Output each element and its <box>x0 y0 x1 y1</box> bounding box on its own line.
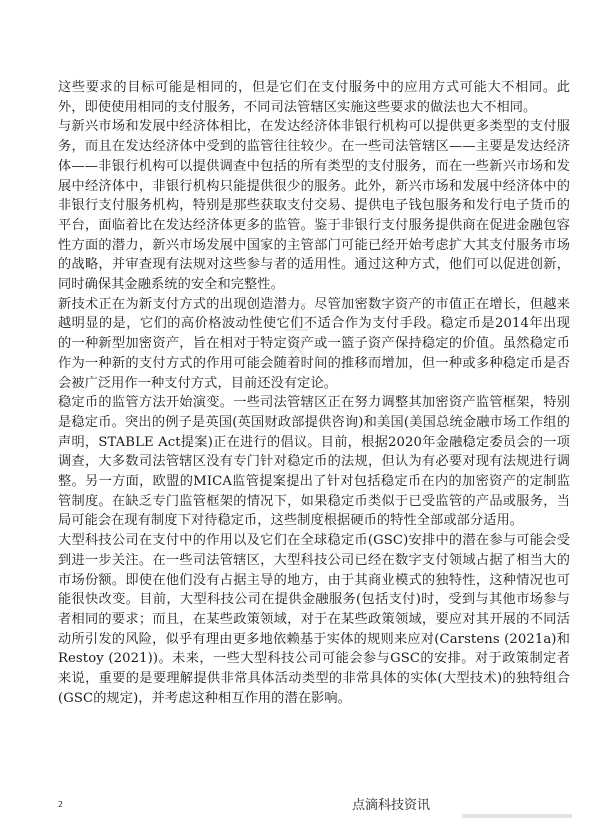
paragraph-payment-requirements: 这些要求的目标可能是相同的，但是它们在支付服务中的应用方式可能大不相同。此外，即使使用相同的支付服务，不同司法管辖区实施这些要求的做法也大不相同。 <box>58 80 570 115</box>
paragraph-bigtech-role: 大型科技公司在支付中的作用以及它们在全球稳定币(GSC)安排中的潜在参与可能会受到进一步关注。在一些司法管辖区，大型科技公司已经在数字支付领域占据了相当大的市场份额。即使在他们没有占据主导的地方，由于其商业模式的独特性，这种情况也可能很快改变。目前，大型科技公司在提供金融服务(包括支付)时，受到与其他市场参与者相同的要求；而且，在某些政策领域，对于在某些政策领域，要应对其开展的不同活动所引发的风险，似乎有理由更多地依赖基于实体的规则来应对(Carstens (2021a)和Restoy (2021))。未来，一些大型科技公司可能会参与GSC的安排。对于政策制定者来说，重要的是要理解提供非常具体活动类型的非常具体的实体(大型技术)的独特组合(GSC的规定)，并考虑这种相互作用的潜在影响。 <box>58 533 570 706</box>
paragraph-new-technology: 新技术正在为新支付方式的出现创造潜力。尽管加密数字资产的市值正在增长，但越来越明显的是，它们的高价格波动性使它们不适合作为支付手段。稳定币是2014年出现的一种新型加密资产，旨在相对于特定资产或一篮子资产保持稳定的价值。虽然稳定币作为一种新的支付方式的作用可能会随着时间的推移而增加，但一种或多种稳定币是否会被广泛用作一种支付方式，目前还没有定论。 <box>58 296 570 391</box>
faint-watermark-icon <box>462 811 572 821</box>
bottom-watermark-graphic <box>462 806 572 816</box>
paragraph-nonbank-services: 与新兴市场和发展中经济体相比，在发达经济体非银行机构可以提供更多类型的支付服务，而且在发达经济体中受到的监管往往较少。在一些司法管辖区——主要是发达经济体——非银行机构可以提供调查中包括的所有类型的支付服务，而在一些新兴市场和发展中经济体中，非银行机构只能提供很少的服务。此外，新兴市场和发展中经济体中的非银行支付服务机构，特别是那些获取支付交易、提供电子钱包服务和发行电子货币的平台，面临着比在发达经济体更多的监管。鉴于非银行支付服务提供商在促进金融包容性方面的潜力，新兴市场发展中国家的主管部门可能已经开始考虑扩大其支付服务市场的战略，并审查现有法规对这些参与者的适用性。通过这种方式，他们可以促进创新，同时确保其金融系统的安全和完整性。 <box>58 119 570 293</box>
source-watermark-text: 点滴科技资讯 <box>352 798 431 813</box>
page-number: 2 <box>58 800 64 809</box>
document-body <box>58 78 570 709</box>
paragraph-stablecoin-regulation: 稳定币的监管方法开始演变。一些司法管辖区正在努力调整其加密资产监管框架，特别是稳定币。突出的例子是英国(英国财政部提供咨询)和美国(美国总统金融市场工作组的声明，STABLE Act提案)正在进行的倡议。目前，根据2020年金融稳定委员会的一项调查，大多数司法管辖区没有专门针对稳定币的法规，但认为有必要对现有法规进行调整。另一方面，欧盟的MICA监管提案提出了针对包括稳定币在内的加密资产的定制监管制度。在缺乏专门监管框架的情况下，如果稳定币类似于已受监管的产品或服务，当局可能会在现有制度下对待稳定币，这些制度根据硬币的特性全部或部分适用。 <box>58 395 570 529</box>
